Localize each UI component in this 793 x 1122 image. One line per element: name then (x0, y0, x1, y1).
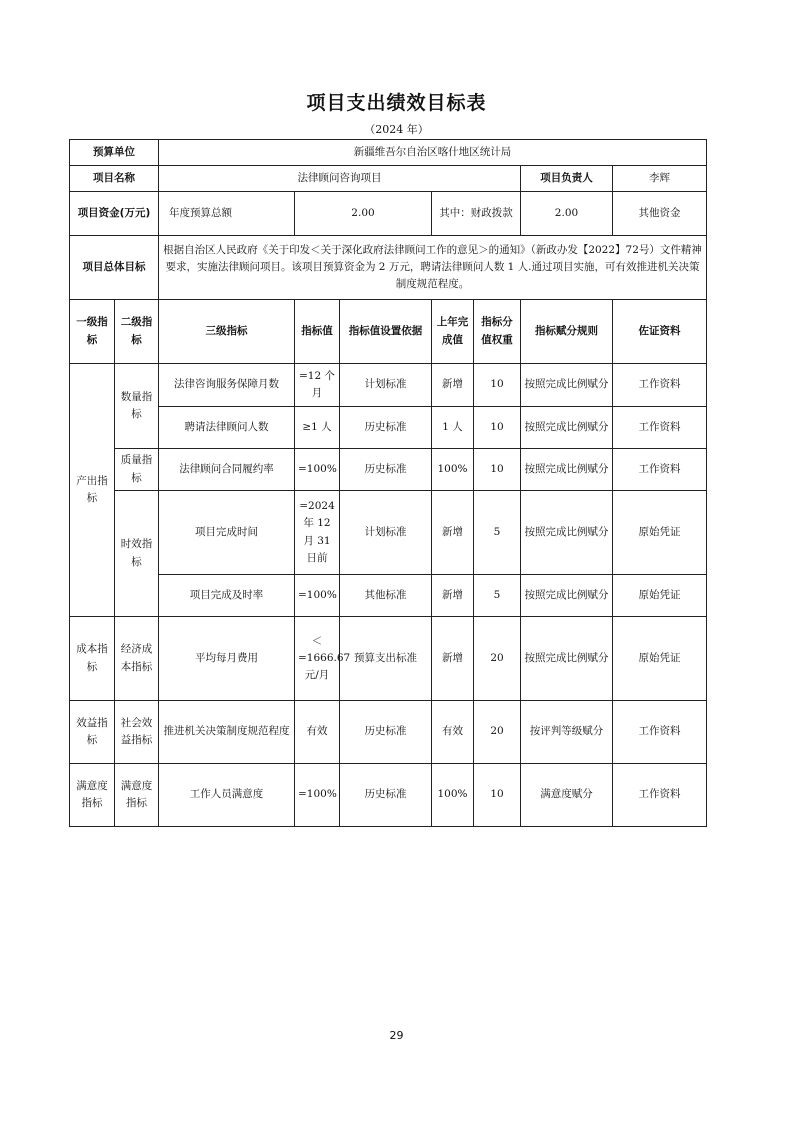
year-label: （2024 年） (364, 123, 429, 136)
row-last-year: 新增 (432, 617, 474, 701)
row-basis: 计划标准 (340, 364, 432, 407)
row-indicator: 推进机关决策制度规范程度 (159, 701, 295, 764)
table-row (70, 491, 707, 575)
row-value: =100% (295, 575, 340, 617)
row-value: =100% (295, 764, 340, 827)
group-econ-cost: 经济成本指标 (115, 617, 159, 701)
page-title: 项目支出绩效目标表 (306, 92, 487, 114)
row-evidence: 工作资料 (613, 701, 707, 764)
performance-table (69, 139, 707, 827)
row-weight: 5 (474, 575, 521, 617)
project-name-row (70, 166, 707, 192)
group-social-benefit: 社会效益指标 (115, 701, 159, 764)
row-weight: 20 (474, 701, 521, 764)
project-owner-value: 李辉 (613, 166, 707, 192)
col-rule: 指标赋分规则 (521, 300, 613, 364)
row-rule: 按照完成比例赋分 (521, 449, 613, 491)
budget-unit-value: 新疆维吾尔自治区喀什地区统计局 (159, 140, 707, 166)
other-funds-label: 其他资金 (613, 192, 707, 236)
row-indicator: 法律咨询服务保障月数 (159, 364, 295, 407)
row-basis: 历史标准 (340, 701, 432, 764)
table-row (70, 764, 707, 827)
table-row (70, 407, 707, 449)
row-evidence: 原始凭证 (613, 575, 707, 617)
column-header-row (70, 300, 707, 364)
row-value: ＜=1666.67元/月 (295, 617, 340, 701)
fiscal-value: 2.00 (521, 192, 613, 236)
row-indicator: 平均每月费用 (159, 617, 295, 701)
row-weight: 10 (474, 764, 521, 827)
row-basis: 预算支出标准 (340, 617, 432, 701)
col-last-year: 上年完成值 (432, 300, 474, 364)
project-owner-label: 项目负责人 (521, 166, 613, 192)
overall-goal-row (70, 236, 707, 300)
group-satisfaction: 满意度指标 (70, 764, 115, 827)
row-weight: 10 (474, 407, 521, 449)
project-name-value: 法律顾问咨询项目 (159, 166, 521, 192)
row-evidence: 工作资料 (613, 764, 707, 827)
row-indicator: 项目完成及时率 (159, 575, 295, 617)
col-level1: 一级指标 (70, 300, 115, 364)
group-cost: 成本指标 (70, 617, 115, 701)
table-row (70, 449, 707, 491)
row-rule: 按照完成比例赋分 (521, 364, 613, 407)
group-satisfaction-sub: 满意度指标 (115, 764, 159, 827)
row-last-year: 新增 (432, 491, 474, 575)
row-basis: 历史标准 (340, 407, 432, 449)
col-level2: 二级指标 (115, 300, 159, 364)
project-funds-label: 项目资金(万元) (70, 192, 159, 236)
col-evidence: 佐证资料 (613, 300, 707, 364)
row-value: =2024 年 12 月 31 日前 (295, 491, 340, 575)
table-row (70, 617, 707, 701)
row-basis: 历史标准 (340, 764, 432, 827)
row-weight: 5 (474, 491, 521, 575)
fiscal-label: 其中：财政拨款 (432, 192, 521, 236)
row-evidence: 工作资料 (613, 449, 707, 491)
row-rule: 按照完成比例赋分 (521, 407, 613, 449)
group-timeliness: 时效指标 (115, 491, 159, 617)
table-row (70, 575, 707, 617)
group-benefit: 效益指标 (70, 701, 115, 764)
row-weight: 20 (474, 617, 521, 701)
row-value: 有效 (295, 701, 340, 764)
row-rule: 按照完成比例赋分 (521, 617, 613, 701)
col-level3: 三级指标 (159, 300, 295, 364)
annual-budget-label: 年度预算总额 (159, 192, 295, 236)
row-weight: 10 (474, 449, 521, 491)
row-evidence: 工作资料 (613, 407, 707, 449)
col-weight: 指标分值权重 (474, 300, 521, 364)
budget-unit-label: 预算单位 (70, 140, 159, 166)
row-value: =12 个月 (295, 364, 340, 407)
budget-unit-row (70, 140, 707, 166)
row-evidence: 原始凭证 (613, 491, 707, 575)
row-weight: 10 (474, 364, 521, 407)
row-indicator: 项目完成时间 (159, 491, 295, 575)
row-rule: 按照完成比例赋分 (521, 491, 613, 575)
page-number: 29 (389, 1029, 404, 1042)
group-output: 产出指标 (70, 364, 115, 617)
row-last-year: 1 人 (432, 407, 474, 449)
row-rule: 按照完成比例赋分 (521, 575, 613, 617)
row-last-year: 100% (432, 764, 474, 827)
row-evidence: 原始凭证 (613, 617, 707, 701)
row-last-year: 100% (432, 449, 474, 491)
row-last-year: 新增 (432, 364, 474, 407)
row-basis: 历史标准 (340, 449, 432, 491)
overall-goal-text: 根据自治区人民政府《关于印发＜关于深化政府法律顾问工作的意见＞的通知》（新政办发【2022】72号）文件精神要求，实施法律顾问项目。该项目预算资金为 2 万元，聘请法律顾问人数 1 人.通过项目实施，可有效推进机关决策制度规范程度。 (159, 236, 707, 300)
row-evidence: 工作资料 (613, 364, 707, 407)
group-quality: 质量指标 (115, 449, 159, 491)
project-funds-row (70, 192, 707, 236)
row-rule: 按评判等级赋分 (521, 701, 613, 764)
row-value: =100% (295, 449, 340, 491)
row-indicator: 法律顾问合同履约率 (159, 449, 295, 491)
row-indicator: 工作人员满意度 (159, 764, 295, 827)
table-row (70, 701, 707, 764)
col-value: 指标值 (295, 300, 340, 364)
row-indicator: 聘请法律顾问人数 (159, 407, 295, 449)
row-last-year: 有效 (432, 701, 474, 764)
col-basis: 指标值设置依据 (340, 300, 432, 364)
overall-goal-label: 项目总体目标 (70, 236, 159, 300)
row-rule: 满意度赋分 (521, 764, 613, 827)
project-name-label: 项目名称 (70, 166, 159, 192)
row-basis: 计划标准 (340, 491, 432, 575)
row-value: ≥1 人 (295, 407, 340, 449)
group-quantity: 数量指标 (115, 364, 159, 449)
table-row (70, 364, 707, 407)
annual-budget-value: 2.00 (295, 192, 432, 236)
row-basis: 其他标准 (340, 575, 432, 617)
row-last-year: 新增 (432, 575, 474, 617)
